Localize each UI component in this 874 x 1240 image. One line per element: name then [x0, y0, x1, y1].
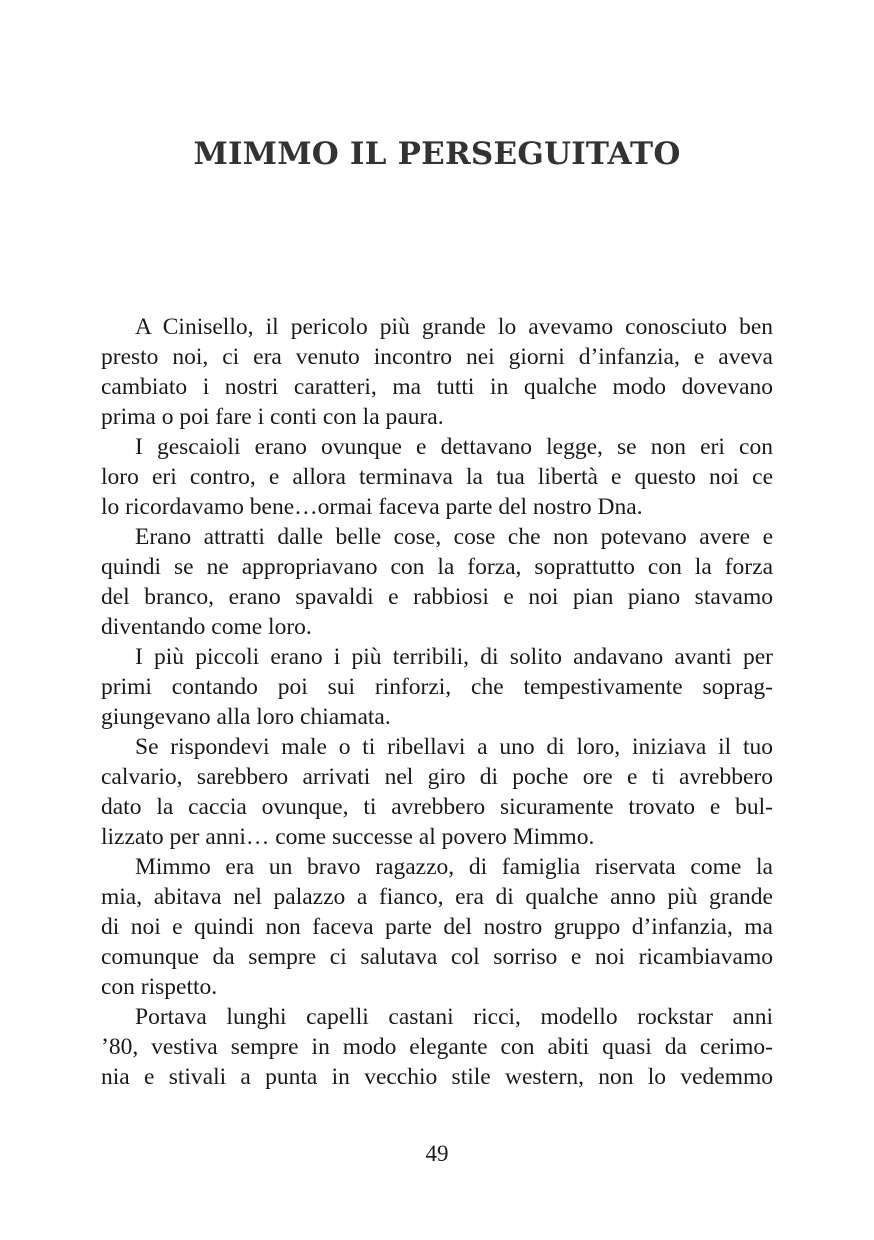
paragraph: [101, 312, 773, 432]
chapter-title: MIMMO IL PERSEGUITATO: [193, 136, 681, 172]
paragraph: [101, 522, 773, 642]
text-line: Mimmo era un bravo ragazzo, di famiglia riservata come la: [135, 854, 773, 880]
text-line: Erano attratti dalle belle cose, cose che non potevano avere e: [135, 524, 773, 550]
text-line: Se rispondevi male o ti ribellavi a uno di loro, iniziava il tuo: [135, 734, 773, 760]
paragraph: [101, 732, 773, 852]
text-line: I più piccoli erano i più terribili, di solito andavano avanti per: [135, 644, 773, 670]
text-line: Portava lunghi capelli castani ricci, modello rockstar anni: [135, 1004, 773, 1030]
text-line: I gescaioli erano ovunque e dettavano legge, se non eri con: [135, 434, 773, 460]
text-line: dato la caccia ovunque, ti avrebbero sicuramente trovato e bul-: [101, 794, 773, 820]
paragraph: [101, 642, 773, 732]
text-line: presto noi, ci era venuto incontro nei giorni d’infanzia, e aveva: [101, 344, 773, 370]
text-line: cambiato i nostri caratteri, ma tutti in qualche modo dovevano: [101, 374, 773, 400]
text-line: comunque da sempre ci salutava col sorriso e noi ricambiavamo: [101, 944, 773, 970]
text-line: lo ricordavamo bene…ormai faceva parte del nostro Dna.: [101, 494, 643, 520]
body-text: [101, 312, 773, 1092]
paragraph: [101, 852, 773, 1002]
text-line: ’80, vestiva sempre in modo elegante con abiti quasi da cerimo-: [101, 1034, 773, 1060]
page-number: 49: [425, 1141, 449, 1166]
text-line: nia e stivali a punta in vecchio stile western, non lo vedemmo: [101, 1064, 773, 1090]
text-line: di noi e quindi non faceva parte del nostro gruppo d’infanzia, ma: [101, 914, 773, 940]
text-line: del branco, erano spavaldi e rabbiosi e noi pian piano stavamo: [101, 584, 773, 610]
paragraph: [101, 1002, 773, 1092]
text-line: diventando come loro.: [101, 614, 312, 640]
text-line: con rispetto.: [101, 974, 218, 1000]
text-line: prima o poi fare i conti con la paura.: [101, 404, 444, 430]
text-line: A Cinisello, il pericolo più grande lo avevamo conosciuto ben: [135, 314, 773, 340]
text-line: mia, abitava nel palazzo a fianco, era di qualche anno più grande: [101, 884, 773, 910]
text-line: quindi se ne appropriavano con la forza, soprattutto con la forza: [101, 554, 773, 580]
text-line: primi contando poi sui rinforzi, che tempestivamente soprag-: [101, 674, 773, 700]
text-line: lizzato per anni… come successe al povero Mimmo.: [101, 824, 595, 850]
text-line: calvario, sarebbero arrivati nel giro di poche ore e ti avrebbero: [101, 764, 773, 790]
text-line: loro eri contro, e allora terminava la tua libertà e questo noi ce: [101, 464, 773, 490]
paragraph: [101, 432, 773, 522]
text-line: giungevano alla loro chiamata.: [101, 704, 391, 730]
